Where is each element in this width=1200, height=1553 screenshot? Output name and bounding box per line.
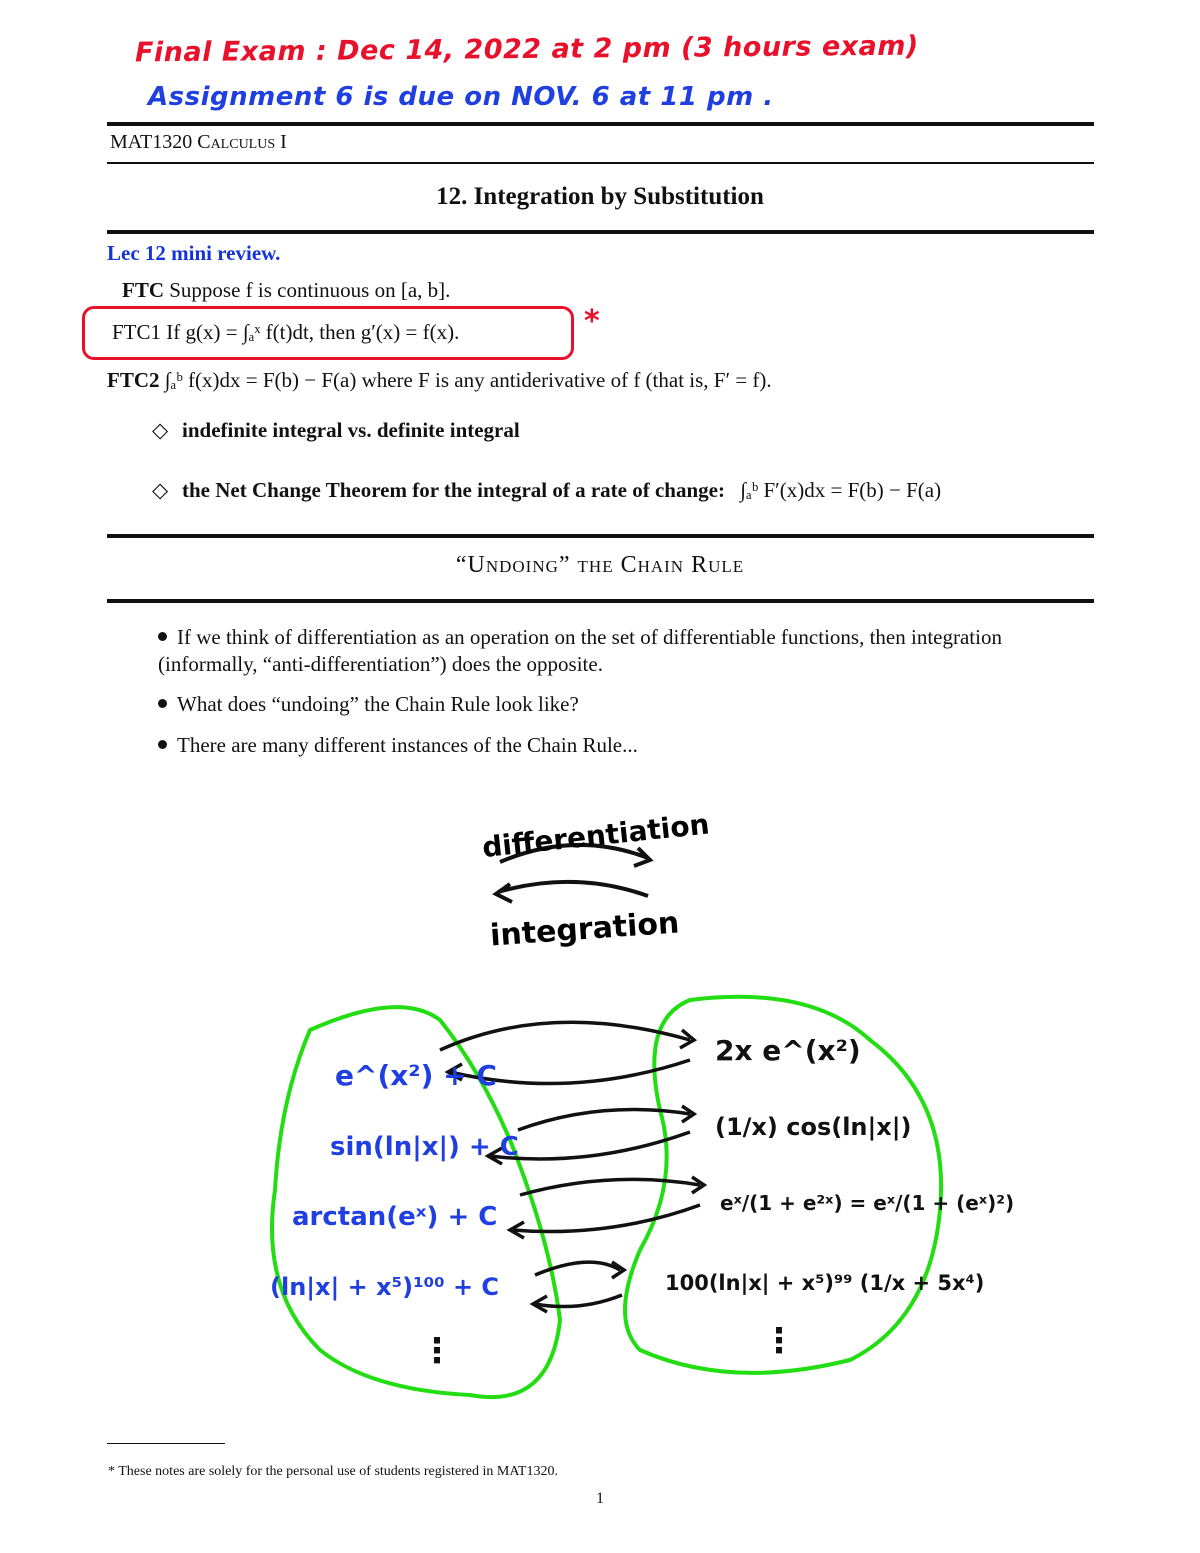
arrow-row-3-forward	[520, 1179, 700, 1195]
right-expression-2: (1/x) cos(ln|x|)	[715, 1113, 912, 1141]
section-rule-top	[107, 534, 1094, 538]
bullet-icon	[158, 740, 167, 749]
ftc-line	[122, 278, 450, 303]
net-change-formula: ∫ₐᵇ F′(x)dx = F(b) − F(a)	[740, 478, 942, 502]
right-expression-4: 100(ln|x| + x⁵)⁹⁹ (1/x + 5x⁴)	[665, 1271, 985, 1295]
arrow-row-1-forward	[440, 1022, 690, 1050]
arrow-row-4-forward	[535, 1262, 620, 1275]
review-heading: Lec 12 mini review.	[107, 241, 281, 265]
header-rule	[107, 162, 1094, 164]
bullet-icon	[158, 632, 167, 641]
bullet-item-2	[158, 692, 579, 717]
section-title: “Undoing” the Chain Rule	[455, 552, 745, 578]
footnote: * These notes are solely for the personal use of students registered in MAT1320.	[108, 1464, 558, 1479]
star-mark: *	[584, 304, 601, 339]
ftc2-text: ∫ₐᵇ f(x)dx = F(b) − F(a) where F is any antiderivative of f (that is, F′ = f).	[164, 368, 772, 392]
diamond-icon: ◇	[152, 478, 169, 502]
ftc1-line	[112, 320, 459, 345]
page-title: 12. Integration by Substitution	[436, 183, 764, 210]
ftc1-text: If g(x) = ∫ₐˣ f(t)dt, then g′(x) = f(x).	[166, 320, 460, 344]
integration-arc	[498, 882, 648, 896]
review-point-1	[152, 418, 520, 443]
right-expression-3: eˣ/(1 + e²ˣ) = eˣ/(1 + (eˣ)²)	[720, 1191, 1015, 1215]
integration-label: integration	[489, 905, 681, 954]
bullet-text-2: What does “undoing” the Chain Rule look like?	[177, 692, 579, 716]
ftc1-label: FTC1	[112, 320, 162, 344]
page-number: 1	[596, 1490, 604, 1507]
bullet-item-1	[158, 624, 1088, 678]
arrow-head-icon	[496, 884, 512, 902]
bullet-text-1: If we think of differentiation as an operation on the set of differentiable functions, then integration (informally, “anti-differentiation”) does the opposite.	[158, 625, 1002, 676]
diamond-icon: ◇	[152, 418, 169, 442]
differentiation-label: differentiation	[480, 807, 711, 865]
left-expression-4: (ln|x| + x⁵)¹⁰⁰ + C	[270, 1273, 500, 1301]
ftc2-label: FTC2	[107, 368, 160, 392]
left-expression-2: sin(ln|x|) + C	[330, 1132, 519, 1162]
ftc2-line	[107, 368, 772, 393]
ftc-text: Suppose f is continuous on [a, b].	[169, 278, 451, 302]
bullet-item-3	[158, 733, 638, 758]
review-point-1-text: indefinite integral vs. definite integral	[182, 418, 520, 442]
left-expressions	[270, 1059, 519, 1301]
ftc-label: FTC	[122, 278, 164, 302]
diff-int-sketch	[470, 800, 711, 970]
right-ellipsis: ⋮	[762, 1321, 796, 1361]
bullet-text-3: There are many different instances of the Chain Rule...	[177, 733, 638, 757]
right-expression-1: 2x e^(x²)	[715, 1034, 861, 1067]
left-expression-1: e^(x²) + C	[335, 1059, 497, 1092]
left-ellipsis: ⋮	[420, 1331, 454, 1371]
final-exam-note: Final Exam : Dec 14, 2022 at 2 pm (3 hours exam)	[134, 30, 919, 69]
right-expressions	[665, 1034, 1014, 1296]
top-rule	[107, 122, 1094, 126]
bullet-icon	[158, 699, 167, 708]
arrow-row-4-back	[535, 1295, 622, 1307]
course-header: MAT1320 Calculus I	[110, 131, 287, 153]
footnote-rule	[107, 1443, 225, 1444]
arrow-row-2-back	[490, 1132, 690, 1159]
section-rule-bottom	[107, 599, 1094, 603]
title-rule	[107, 230, 1094, 234]
review-point-2	[152, 478, 941, 503]
review-point-2-text: the Net Change Theorem for the integral of a rate of change:	[182, 478, 725, 502]
chain-rule-diagram	[250, 990, 1015, 1420]
assignment-note: Assignment 6 is due on NOV. 6 at 11 pm .	[148, 82, 774, 112]
left-expression-3: arctan(eˣ) + C	[292, 1202, 498, 1232]
